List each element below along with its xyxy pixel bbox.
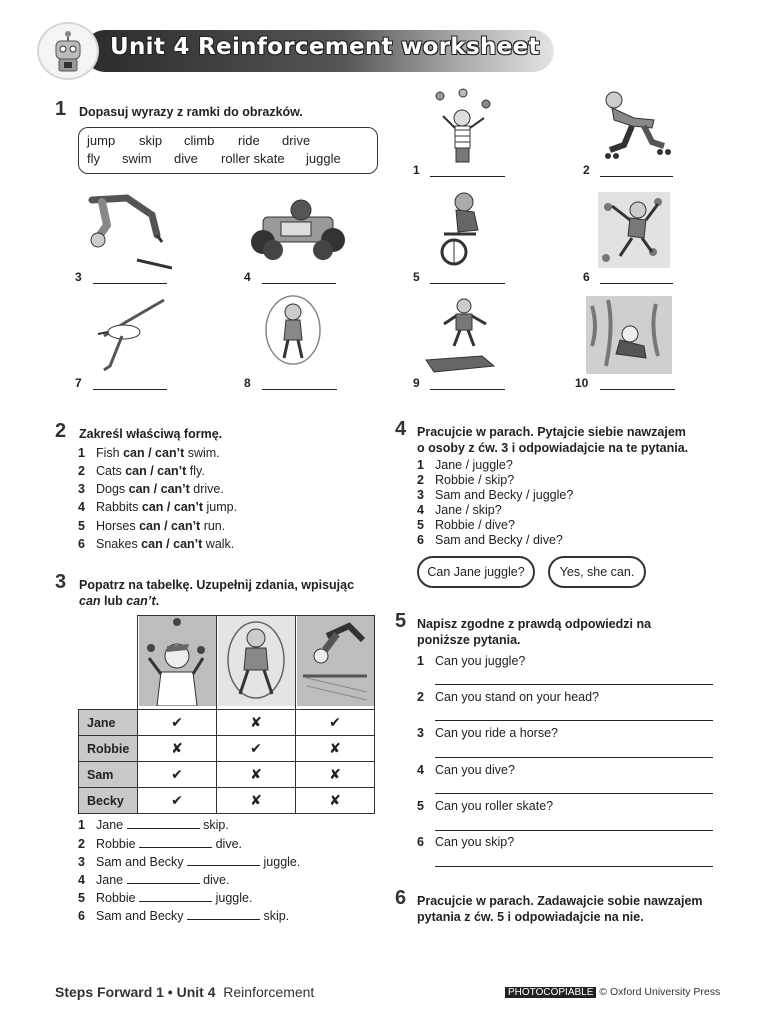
word: swim (122, 151, 152, 166)
can-cant-choice[interactable]: can / can’t (125, 464, 187, 478)
exercise-4-instruction: Pracujcie w parach. Pytajcie siebie nawzajem o osoby z ćw. 3 i odpowiadajcie na te pytania. (417, 425, 689, 455)
exercise-3-number: 3 (55, 571, 67, 593)
climb-picture (598, 192, 670, 268)
exercise-2-number: 2 (55, 420, 67, 442)
can-cant-choice[interactable]: can / can’t (123, 446, 185, 460)
jump-picture (424, 296, 496, 374)
word: drive (282, 133, 311, 148)
table-mark: ✘ (296, 736, 375, 762)
fill-blank[interactable] (187, 856, 260, 866)
ex3-item: 6 Sam and Becky skip. (78, 909, 290, 923)
word: ride (238, 133, 260, 148)
skip-icon (218, 616, 295, 706)
table-mark: ✘ (296, 762, 375, 788)
exercise-5-instruction: Napisz zgodne z prawdą odpowiedzi na poniższe pytania. (417, 617, 652, 647)
answer-line-10[interactable] (600, 389, 675, 390)
word: dive (174, 151, 198, 166)
swim-picture (586, 296, 672, 374)
word: jump (87, 133, 116, 148)
roller-skate-picture (594, 90, 674, 162)
footer-title: Steps Forward 1 • Unit 4 Reinforcement (55, 984, 315, 1000)
answer-number-9: 9 (413, 376, 420, 390)
ex4-item: 2 Robbie / skip? (417, 473, 515, 487)
answer-number-7: 7 (75, 376, 82, 390)
answer-line-7[interactable] (93, 389, 167, 390)
fill-blank[interactable] (127, 874, 200, 884)
skip-column-picture (217, 616, 296, 710)
word: roller skate (221, 151, 285, 166)
answer-line-ex5-6[interactable] (435, 866, 713, 867)
ex3-item: 3 Sam and Becky juggle. (78, 855, 301, 869)
fill-blank[interactable] (139, 838, 212, 848)
answer-number-4: 4 (244, 270, 251, 284)
ex2-item: 5 Horses can / can’t run. (78, 519, 226, 533)
unit-logo (37, 22, 99, 80)
table-mark: ✔ (138, 762, 217, 788)
footer-copyright: PHOTOCOPIABLE © Oxford University Press (505, 986, 720, 998)
word: climb (184, 133, 215, 148)
exercise-3-instruction: Popatrz na tabelkę. Uzupełnij zdania, wpisując can lub can’t. (79, 578, 355, 608)
photocopiable-label: PHOTOCOPIABLE (505, 987, 596, 998)
ex2-item: 6 Snakes can / can’t walk. (78, 537, 235, 551)
exercise-2-instruction: Zakreśl właściwą formę. (79, 427, 223, 441)
answer-line-3[interactable] (93, 283, 167, 284)
table-mark: ✘ (217, 710, 296, 736)
ex2-item: 1 Fish can / can’t swim. (78, 446, 220, 460)
ex5-item: 1 Can you juggle? (417, 654, 526, 668)
table-row-name: Robbie (79, 736, 138, 762)
answer-line-ex5-4[interactable] (435, 793, 713, 794)
table-mark: ✔ (217, 736, 296, 762)
can-cant-choice[interactable]: can / can’t (139, 519, 201, 533)
exercise-6-instruction: Pracujcie w parach. Zadawajcie sobie nawzajem pytania z ćw. 5 i odpowiadajcie na nie. (417, 894, 703, 924)
fly-picture (96, 296, 168, 372)
answer-line-2[interactable] (600, 176, 673, 177)
answer-number-2: 2 (583, 163, 590, 177)
exercise-5-number: 5 (395, 610, 407, 632)
ex5-item: 5 Can you roller skate? (417, 799, 554, 813)
ex3-item: 2 Robbie dive. (78, 837, 242, 851)
table-mark: ✘ (217, 762, 296, 788)
ex3-item: 5 Robbie juggle. (78, 891, 253, 905)
ex2-item: 3 Dogs can / can’t drive. (78, 482, 224, 496)
answer-number-8: 8 (244, 376, 251, 390)
table-row-name: Becky (79, 788, 138, 814)
ex5-item: 6 Can you skip? (417, 835, 515, 849)
answer-line-1[interactable] (430, 176, 505, 177)
exercise-1-number: 1 (55, 98, 67, 120)
ex5-item: 2 Can you stand on your head? (417, 690, 600, 704)
speech-bubble-question: Can Jane juggle? (417, 556, 535, 588)
answer-number-6: 6 (583, 270, 590, 284)
fill-blank[interactable] (127, 819, 200, 829)
speech-bubble-answer: Yes, she can. (548, 556, 646, 588)
table-mark: ✔ (296, 710, 375, 736)
dive-column-picture (296, 616, 375, 710)
ex3-item: 4 Jane dive. (78, 873, 230, 887)
answer-number-10: 10 (575, 376, 589, 390)
table-mark: ✘ (217, 788, 296, 814)
ex5-item: 4 Can you dive? (417, 763, 515, 777)
answer-line-8[interactable] (262, 389, 337, 390)
dive-icon (297, 616, 374, 706)
drive-picture (243, 192, 353, 264)
table-mark: ✘ (296, 788, 375, 814)
word-box (78, 127, 378, 174)
ability-table (78, 615, 375, 814)
ex4-item: 1 Jane / juggle? (417, 458, 513, 472)
juggle-column-picture (138, 616, 217, 710)
answer-line-ex5-2[interactable] (435, 720, 713, 721)
table-mark: ✔ (138, 710, 217, 736)
ex4-item: 4 Jane / skip? (417, 503, 502, 517)
answer-line-5[interactable] (430, 283, 505, 284)
exercise-6-number: 6 (395, 887, 407, 909)
ex4-item: 5 Robbie / dive? (417, 518, 515, 532)
juggle-picture (428, 88, 498, 164)
ex5-item: 3 Can you ride a horse? (417, 726, 558, 740)
ex3-item: 1 Jane skip. (78, 818, 229, 832)
answer-line-9[interactable] (430, 389, 505, 390)
answer-line-ex5-1[interactable] (435, 684, 713, 685)
ex2-item: 4 Rabbits can / can’t jump. (78, 500, 238, 514)
answer-line-ex5-5[interactable] (435, 830, 713, 831)
word: fly (87, 151, 100, 166)
can-cant-choice[interactable]: can / can’t (141, 500, 203, 514)
skip-picture (262, 294, 324, 374)
juggle-icon (139, 616, 216, 706)
can-cant-choice[interactable]: can / can’t (141, 537, 203, 551)
table-mark: ✔ (138, 788, 217, 814)
table-row-name: Jane (79, 710, 138, 736)
answer-line-4[interactable] (262, 283, 336, 284)
page-title: Unit 4 Reinforcement worksheet (110, 34, 540, 60)
answer-line-ex5-3[interactable] (435, 757, 713, 758)
table-row-name: Sam (79, 762, 138, 788)
fill-blank[interactable] (187, 910, 260, 920)
ex4-item: 3 Sam and Becky / juggle? (417, 488, 574, 502)
word: skip (139, 133, 163, 148)
answer-number-5: 5 (413, 270, 420, 284)
ex4-item: 6 Sam and Becky / dive? (417, 533, 563, 547)
dive-picture (82, 190, 172, 270)
table-mark: ✘ (138, 736, 217, 762)
ride-picture (436, 190, 496, 268)
answer-number-3: 3 (75, 270, 82, 284)
exercise-1-instruction: Dopasuj wyrazy z ramki do obrazków. (79, 105, 303, 119)
robot-mascot-icon (46, 28, 90, 74)
exercise-4-number: 4 (395, 418, 407, 440)
can-cant-choice[interactable]: can / can’t (128, 482, 190, 496)
word: juggle (306, 151, 341, 166)
fill-blank[interactable] (139, 892, 212, 902)
answer-number-1: 1 (413, 163, 420, 177)
ex2-item: 2 Cats can / can’t fly. (78, 464, 205, 478)
answer-line-6[interactable] (600, 283, 673, 284)
